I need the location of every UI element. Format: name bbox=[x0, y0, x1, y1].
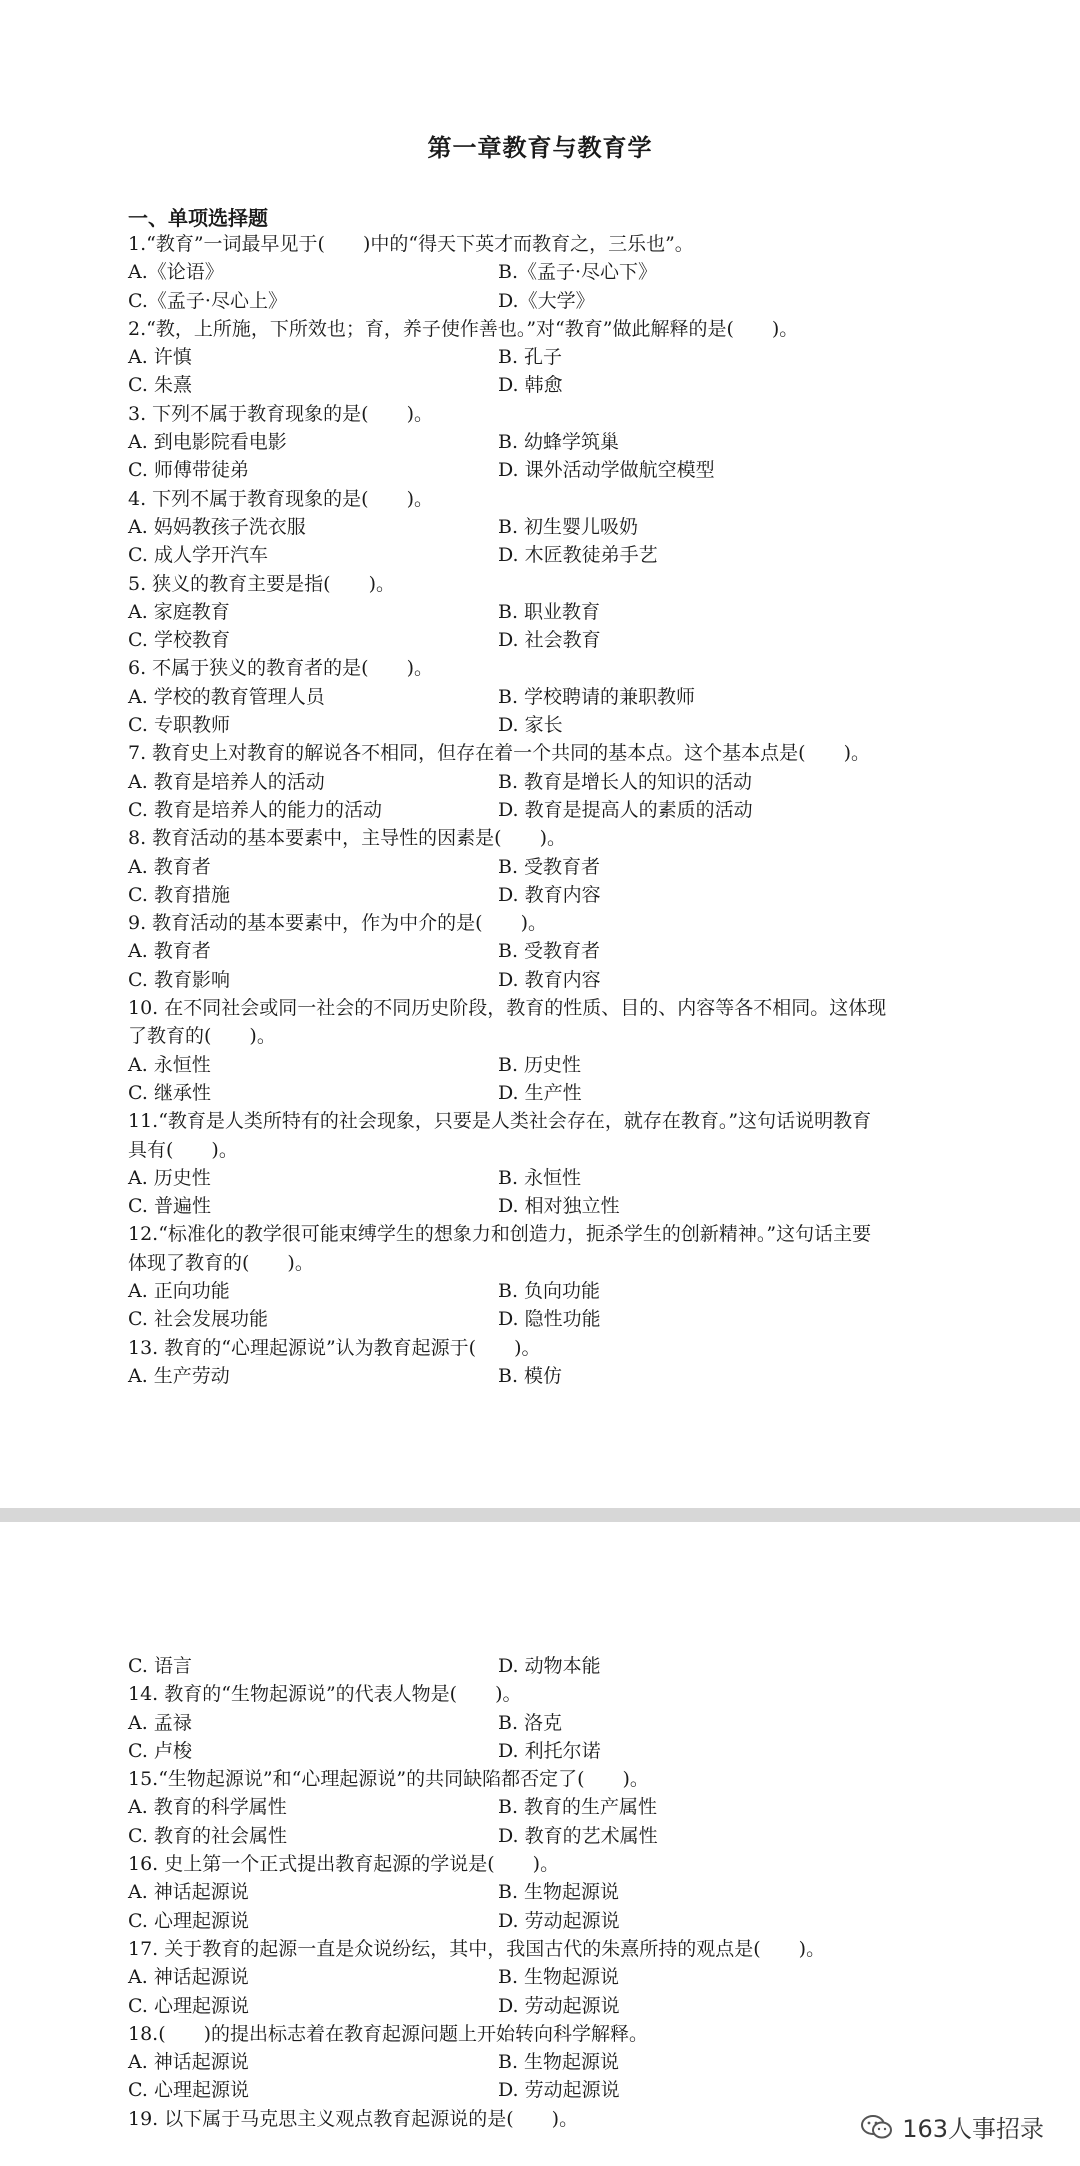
question-text: 4. 下列不属于教育现象的是( )。 bbox=[128, 487, 433, 510]
option-row bbox=[128, 966, 1008, 994]
option-c: C.《孟子·尽心上》 bbox=[128, 289, 287, 312]
option-a: A. 教育的科学属性 bbox=[128, 1796, 287, 1819]
document-page-2 bbox=[0, 1522, 1080, 2166]
option-b: B. 学校聘请的兼职教师 bbox=[498, 685, 696, 708]
question-text: 10. 在不同社会或同一社会的不同历史阶段，教育的性质、目的、内容等各不相同。这体现 bbox=[128, 997, 887, 1020]
option-row bbox=[128, 287, 1008, 315]
option-d: D. 教育是提高人的素质的活动 bbox=[498, 798, 753, 821]
option-row bbox=[128, 796, 1008, 824]
option-b: B. 教育是增长人的知识的活动 bbox=[498, 770, 753, 793]
option-a: A. 家庭教育 bbox=[128, 600, 230, 623]
question-text: 17. 关于教育的起源一直是众说纷纭，其中，我国古代的朱熹所持的观点是( )。 bbox=[128, 1937, 826, 1960]
option-b: B. 幼蜂学筑巢 bbox=[498, 431, 620, 454]
option-d: D. 相对独立性 bbox=[498, 1195, 620, 1218]
option-row bbox=[128, 937, 1008, 965]
option-c: C. 专职教师 bbox=[128, 714, 230, 737]
question-text-continued: 体现了教育的( )。 bbox=[128, 1251, 314, 1274]
option-row bbox=[128, 456, 1008, 484]
option-row bbox=[128, 371, 1008, 399]
option-c: C. 普遍性 bbox=[128, 1195, 211, 1218]
question-text: 2.“教，上所施，下所效也；育，养子使作善也。”对“教育”做此解释的是( )。 bbox=[128, 317, 799, 340]
option-c: C. 教育措施 bbox=[128, 883, 230, 906]
option-a: A. 到电影院看电影 bbox=[128, 431, 287, 454]
option-row bbox=[128, 1822, 1008, 1850]
option-d: D. 家长 bbox=[498, 714, 563, 737]
option-a: A. 教育者 bbox=[128, 940, 211, 963]
option-c: C. 朱熹 bbox=[128, 374, 192, 397]
option-a: A. 正向功能 bbox=[128, 1279, 230, 1302]
option-a: A.《论语》 bbox=[128, 261, 224, 284]
option-b: B. 历史性 bbox=[498, 1053, 582, 1076]
option-row bbox=[128, 2076, 1008, 2104]
option-row bbox=[128, 343, 1008, 371]
option-d: D. 劳动起源说 bbox=[498, 2079, 620, 2102]
option-c: C. 教育的社会属性 bbox=[128, 1824, 287, 1847]
section-heading: 一、单项选择题 bbox=[128, 206, 268, 230]
option-row bbox=[128, 1164, 1008, 1192]
option-row bbox=[128, 1709, 1008, 1737]
option-c: C. 心理起源说 bbox=[128, 1994, 249, 2017]
option-a: A. 神话起源说 bbox=[128, 2051, 249, 2074]
option-row bbox=[128, 1992, 1008, 2020]
option-c: C. 心理起源说 bbox=[128, 1909, 249, 1932]
option-d: D. 教育内容 bbox=[498, 883, 601, 906]
question-text: 6. 不属于狭义的教育者的是( )。 bbox=[128, 657, 433, 680]
option-d: D. 木匠教徒弟手艺 bbox=[498, 544, 658, 567]
option-b: B. 负向功能 bbox=[498, 1279, 601, 1302]
option-row bbox=[128, 1963, 1008, 1991]
option-d: D.《大学》 bbox=[498, 289, 595, 312]
option-row bbox=[128, 1362, 1008, 1390]
option-a: A. 神话起源说 bbox=[128, 1881, 249, 1904]
question-text: 12.“标准化的教学很可能束缚学生的想象力和创造力，扼杀学生的创新精神。”这句话主要 bbox=[128, 1223, 872, 1246]
option-b: B. 职业教育 bbox=[498, 600, 601, 623]
option-row bbox=[128, 428, 1008, 456]
option-d: D. 劳动起源说 bbox=[498, 1909, 620, 1932]
question-text: 16. 史上第一个正式提出教育起源的学说是( )。 bbox=[128, 1853, 560, 1876]
option-a: A. 学校的教育管理人员 bbox=[128, 685, 325, 708]
option-row bbox=[128, 683, 1008, 711]
option-row bbox=[128, 598, 1008, 626]
chapter-title: 第一章教育与教育学 bbox=[427, 134, 653, 162]
option-c: C. 社会发展功能 bbox=[128, 1308, 268, 1331]
option-c: C. 学校教育 bbox=[128, 629, 230, 652]
option-row bbox=[128, 1737, 1008, 1765]
option-b: B. 生物起源说 bbox=[498, 1966, 620, 1989]
option-row bbox=[128, 1277, 1008, 1305]
option-d: D. 社会教育 bbox=[498, 629, 601, 652]
option-d: D. 教育的艺术属性 bbox=[498, 1824, 658, 1847]
option-c: C. 师傅带徒弟 bbox=[128, 459, 249, 482]
question-list-page-1 bbox=[128, 230, 1008, 1390]
option-row bbox=[128, 1652, 1008, 1680]
question-text: 1.“教育”一词最早见于( )中的“得天下英才而教育之，三乐也”。 bbox=[128, 233, 694, 255]
question-text: 7. 教育史上对教育的解说各不相同，但存在着一个共同的基本点。这个基本点是( )。 bbox=[128, 742, 870, 765]
option-d: D. 隐性功能 bbox=[498, 1308, 601, 1331]
option-row bbox=[128, 1051, 1008, 1079]
question-text: 13. 教育的“心理起源说”认为教育起源于( )。 bbox=[128, 1336, 541, 1359]
option-row bbox=[128, 513, 1008, 541]
option-b: B. 受教育者 bbox=[498, 940, 601, 963]
option-b: B. 初生婴儿吸奶 bbox=[498, 515, 639, 538]
option-c: C. 继承性 bbox=[128, 1081, 211, 1104]
page-divider bbox=[0, 1508, 1080, 1522]
question-text: 11.“教育是人类所特有的社会现象，只要是人类社会存在，就存在教育。”这句话说明教育 bbox=[128, 1110, 872, 1133]
option-a: A. 孟禄 bbox=[128, 1711, 192, 1734]
option-c: C. 教育影响 bbox=[128, 968, 230, 991]
option-row bbox=[128, 541, 1008, 569]
option-d: D. 劳动起源说 bbox=[498, 1994, 620, 2017]
question-list-page-2 bbox=[128, 1652, 1008, 2133]
option-row bbox=[128, 1907, 1008, 1935]
question-text: 8. 教育活动的基本要素中，主导性的因素是( )。 bbox=[128, 827, 566, 850]
option-row bbox=[128, 258, 1008, 286]
option-a: A. 许慎 bbox=[128, 346, 192, 369]
question-text: 9. 教育活动的基本要素中，作为中介的是( )。 bbox=[128, 912, 547, 935]
question-text-continued: 具有( )。 bbox=[128, 1138, 238, 1161]
option-a: A. 历史性 bbox=[128, 1166, 211, 1189]
option-a: A. 永恒性 bbox=[128, 1053, 211, 1076]
option-row bbox=[128, 768, 1008, 796]
question-text: 5. 狭义的教育主要是指( )。 bbox=[128, 572, 395, 595]
option-b: B. 生物起源说 bbox=[498, 2051, 620, 2074]
option-row bbox=[128, 2048, 1008, 2076]
watermark bbox=[860, 2109, 1044, 2144]
option-c: C. 心理起源说 bbox=[128, 2079, 249, 2102]
option-b: B. 模仿 bbox=[498, 1364, 563, 1387]
option-a: A. 神话起源说 bbox=[128, 1966, 249, 1989]
question-text: 3. 下列不属于教育现象的是( )。 bbox=[128, 402, 433, 425]
option-row bbox=[128, 1192, 1008, 1220]
option-row bbox=[128, 1305, 1008, 1333]
question-text-continued: 了教育的( )。 bbox=[128, 1025, 276, 1048]
question-text: 18.( )的提出标志着在教育起源问题上开始转向科学解释。 bbox=[128, 2022, 649, 2045]
question-text: 19. 以下属于马克思主义观点教育起源说的是( )。 bbox=[128, 2107, 579, 2130]
option-row bbox=[128, 881, 1008, 909]
option-a: A. 妈妈教孩子洗衣服 bbox=[128, 515, 306, 538]
option-d: D. 利托尔诺 bbox=[498, 1739, 601, 1762]
wechat-icon bbox=[860, 2114, 894, 2140]
option-d: D. 动物本能 bbox=[498, 1655, 601, 1677]
option-row bbox=[128, 1793, 1008, 1821]
question-text: 14. 教育的“生物起源说”的代表人物是( )。 bbox=[128, 1683, 522, 1706]
option-b: B. 受教育者 bbox=[498, 855, 601, 878]
option-b: B. 生物起源说 bbox=[498, 1881, 620, 1904]
option-row bbox=[128, 1079, 1008, 1107]
option-c: C. 成人学开汽车 bbox=[128, 544, 268, 567]
option-c: C. 教育是培养人的能力的活动 bbox=[128, 798, 382, 821]
option-b: B. 孔子 bbox=[498, 346, 563, 369]
option-d: D. 生产性 bbox=[498, 1081, 582, 1104]
question-text: 15.“生物起源说”和“心理起源说”的共同缺陷都否定了( )。 bbox=[128, 1768, 649, 1791]
option-c: C. 语言 bbox=[128, 1655, 192, 1677]
watermark-text: 163人事招录 bbox=[902, 2115, 1044, 2143]
option-b: B. 永恒性 bbox=[498, 1166, 582, 1189]
option-b: B. 洛克 bbox=[498, 1711, 563, 1734]
option-a: A. 生产劳动 bbox=[128, 1364, 230, 1387]
option-row bbox=[128, 1878, 1008, 1906]
option-d: D. 教育内容 bbox=[498, 968, 601, 991]
option-a: A. 教育是培养人的活动 bbox=[128, 770, 325, 793]
option-row bbox=[128, 626, 1008, 654]
option-row bbox=[128, 711, 1008, 739]
option-row bbox=[128, 853, 1008, 881]
option-d: D. 韩愈 bbox=[498, 374, 563, 397]
option-b: B.《孟子·尽心下》 bbox=[498, 261, 658, 284]
option-a: A. 教育者 bbox=[128, 855, 211, 878]
option-c: C. 卢梭 bbox=[128, 1739, 192, 1762]
option-b: B. 教育的生产属性 bbox=[498, 1796, 658, 1819]
option-d: D. 课外活动学做航空模型 bbox=[498, 459, 715, 482]
